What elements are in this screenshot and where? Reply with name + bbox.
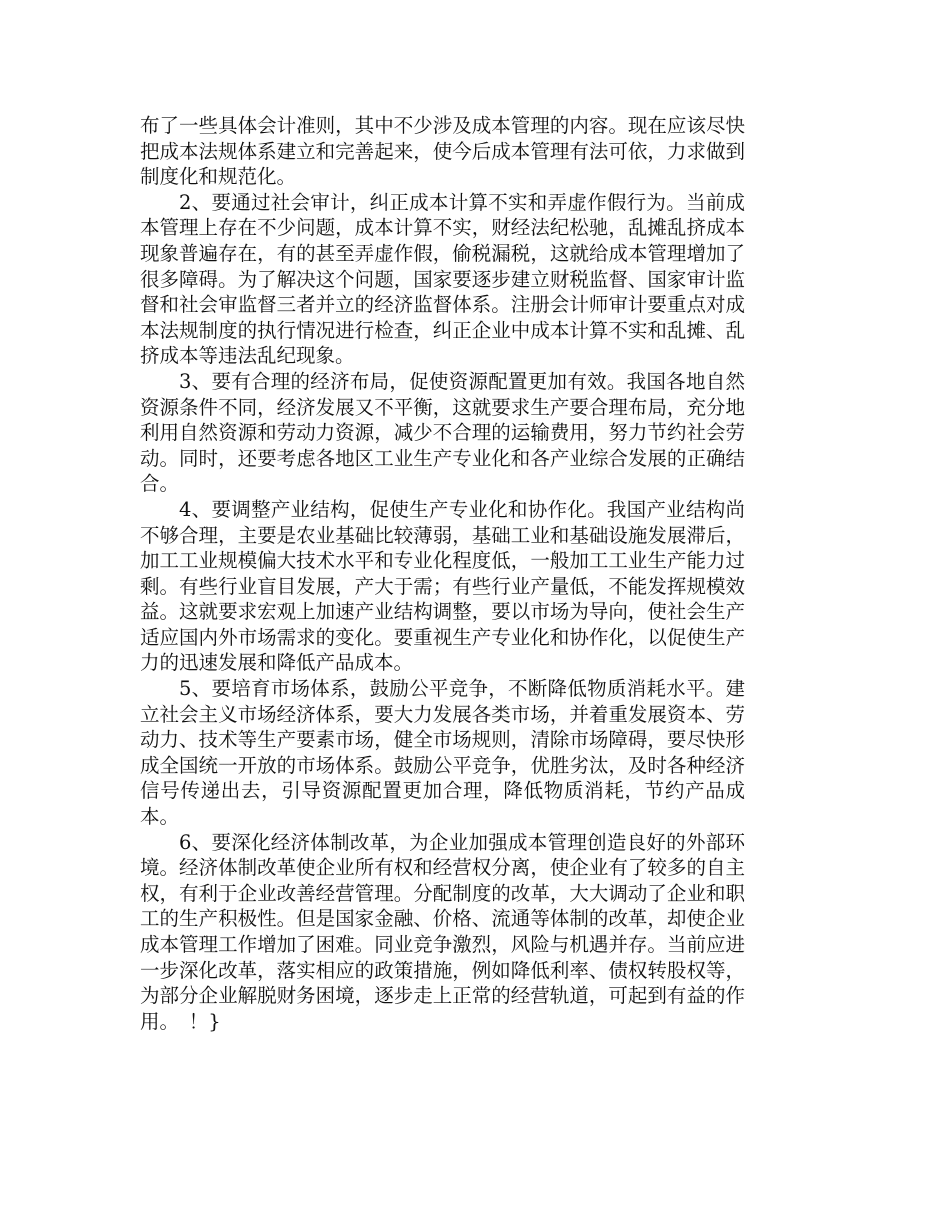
- paragraph-industrial-structure: 4、要调整产业结构，促使生产专业化和协作化。我国产业结构尚不够合理，主要是农业基础比较薄弱，基础工业和基础设施发展滞后，加工工业规模偏大技术水平和专业化程度低，一般加工工业生产能力过剩。有些行业盲目发展，产大于需；有些行业产量低，不能发挥规模效益。这就要求宏观上加速产业结构调整，要以市场为导向，使社会生产适应国内外市场需求的变化。要重视生产专业化和协作化，以促使生产力的迅速发展和降低产品成本。: [140, 497, 745, 675]
- document-body: [140, 113, 745, 1034]
- paragraph-market-system: 5、要培育市场体系，鼓励公平竞争，不断降低物质消耗水平。建立社会主义市场经济体系，要大力发展各类市场，并着重发展资本、劳动力、技术等生产要素市场，健全市场规则，清除市场障碍，要尽快形成全国统一开放的市场体系。鼓励公平竞争，优胜劣汰，及时各种经济信号传递出去，引导资源配置更加合理，降低物质消耗，节约产品成本。: [140, 677, 745, 829]
- paragraph-intro: 布了一些具体会计准则，其中不少涉及成本管理的内容。现在应该尽快把成本法规体系建立和完善起来，使今后成本管理有法可依，力求做到制度化和规范化。: [140, 114, 745, 189]
- paragraph-social-audit: 2、要通过社会审计，纠正成本计算不实和弄虚作假行为。当前成本管理上存在不少问题，成本计算不实，财经法纪松驰，乱摊乱挤成本现象普遍存在，有的甚至弄虚作假，偷税漏税，这就给成本管理增加了很多障碍。为了解决这个问题，国家要逐步建立财税监督、国家审计监督和社会审监督三者并立的经济监督体系。注册会计师审计要重点对成本法规制度的执行情况进行检查，纠正企业中成本计算不实和乱摊、乱挤成本等违法乱纪现象。: [140, 190, 745, 368]
- paragraph-economic-layout: 3、要有合理的经济布局，促使资源配置更加有效。我国各地自然资源条件不同，经济发展又不平衡，这就要求生产要合理布局，充分地利用自然资源和劳动力资源，减少不合理的运输费用，努力节约社会劳动。同时，还要考虑各地区工业生产专业化和各产业综合发展的正确结合。: [140, 369, 745, 496]
- paragraph-system-reform: 6、要深化经济体制改革，为企业加强成本管理创造良好的外部环境。经济体制改革使企业所有权和经营权分离，使企业有了较多的自主权，有利于企业改善经营管理。分配制度的改革，大大调动了企业和职工的生产积极性。但是国家金融、价格、流通等体制的改革，却使企业成本管理工作增加了困难。同业竞争激烈，风险与机遇并存。当前应进一步深化改革，落实相应的政策措施，例如降低利率、债权转股权等，为部分企业解脱财务困境，逐步走上正常的经营轨道，可起到有益的作用。 ！}: [140, 830, 745, 1033]
